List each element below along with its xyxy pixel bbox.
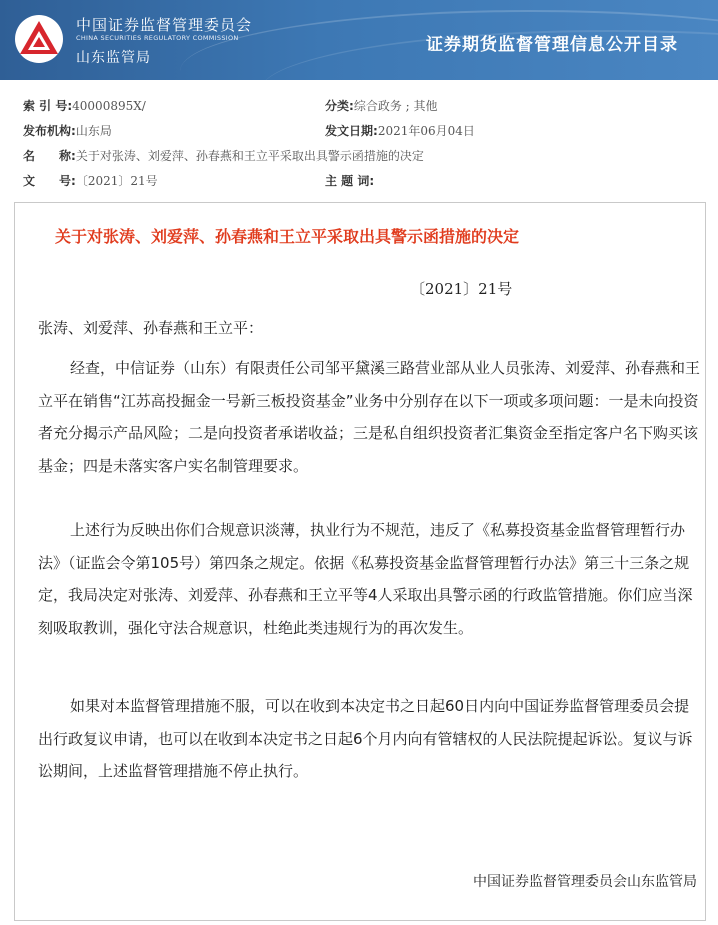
document-meta [0,80,718,202]
meta-name-label: 名 称: [23,149,76,163]
meta-issuer [23,122,112,139]
meta-name-value: 关于对张涛、刘爱萍、孙春燕和王立平采取出具警示函措施的决定 [75,149,424,163]
meta-date-label: 发文日期: [325,124,378,138]
addressee: 张涛、刘爱萍、孙春燕和王立平： [38,319,264,337]
meta-index [23,97,146,114]
meta-keywords-label: 主 题 词: [325,174,375,188]
meta-issuer-label: 发布机构: [23,124,76,138]
meta-date-value: 2021年06月04日 [377,124,475,138]
meta-category [325,97,438,114]
meta-name [23,147,424,164]
meta-index-value: 40000895X/ [72,99,146,113]
org-sub-bureau: 山东监管局 [76,50,151,66]
csrc-logo-icon [14,14,64,64]
meta-docno-value: 〔2021〕21号 [75,174,158,188]
meta-docno [23,172,158,189]
meta-date [325,122,475,139]
document-number: 〔2021〕21号 [410,280,513,298]
meta-category-label: 分类: [325,99,354,113]
paragraph-appeal: 如果对本监督管理措施不服，可以在收到本决定书之日起60日内向中国证券监督管理委员会提出行政复议申请，也可以在收到本决定书之日起6个月内向有管辖权的人民法院提起诉讼。复议与诉讼期间，上述监督管理措施不停止执行。 [38,697,693,780]
issuer-signature: 中国证券监督管理委员会山东监管局 [473,874,697,890]
meta-index-label: 索 引 号: [23,99,73,113]
org-name-en: CHINA SECURITIES REGULATORY COMMISSION [76,34,239,42]
document-body [14,202,706,921]
meta-docno-label: 文 号: [23,174,76,188]
meta-keywords [325,172,374,189]
catalog-title: 证券期货监督管理信息公开目录 [426,35,678,55]
meta-category-value: 综合政务 ; 其他 [353,99,438,113]
paragraph-decision: 上述行为反映出你们合规意识淡薄，执业行为不规范，违反了《私募投资基金监督管理暂行办法》（证监会令第105号）第四条之规定。依据《私募投资基金监督管理暂行办法》第三十三条之规定，我局决定对张涛、刘爱萍、孙春燕和王立平等4人采取出具警示函的行政监管措施。你们应当深刻吸取教训，强化守法合规意识，杜绝此类违规行为的再次发生。 [38,521,693,637]
document-title: 关于对张涛、刘爱萍、孙春燕和王立平采取出具警示函措施的决定 [55,227,520,246]
header-banner [0,0,718,80]
org-name-cn: 中国证券监督管理委员会 [76,16,253,34]
meta-issuer-value: 山东局 [75,124,112,138]
paragraph-findings: 经查，中信证券（山东）有限责任公司邹平黛溪三路营业部从业人员张涛、刘爱萍、孙春燕和王立平在销售“江苏高投掘金一号新三板投资基金”业务中分别存在以下一项或多项问题：一是未向投资者充分揭示产品风险；二是向投资者承诺收益；三是私自组织投资者汇集资金至指定客户名下购买该基金；四是未落实客户实名制管理要求。 [38,359,701,475]
